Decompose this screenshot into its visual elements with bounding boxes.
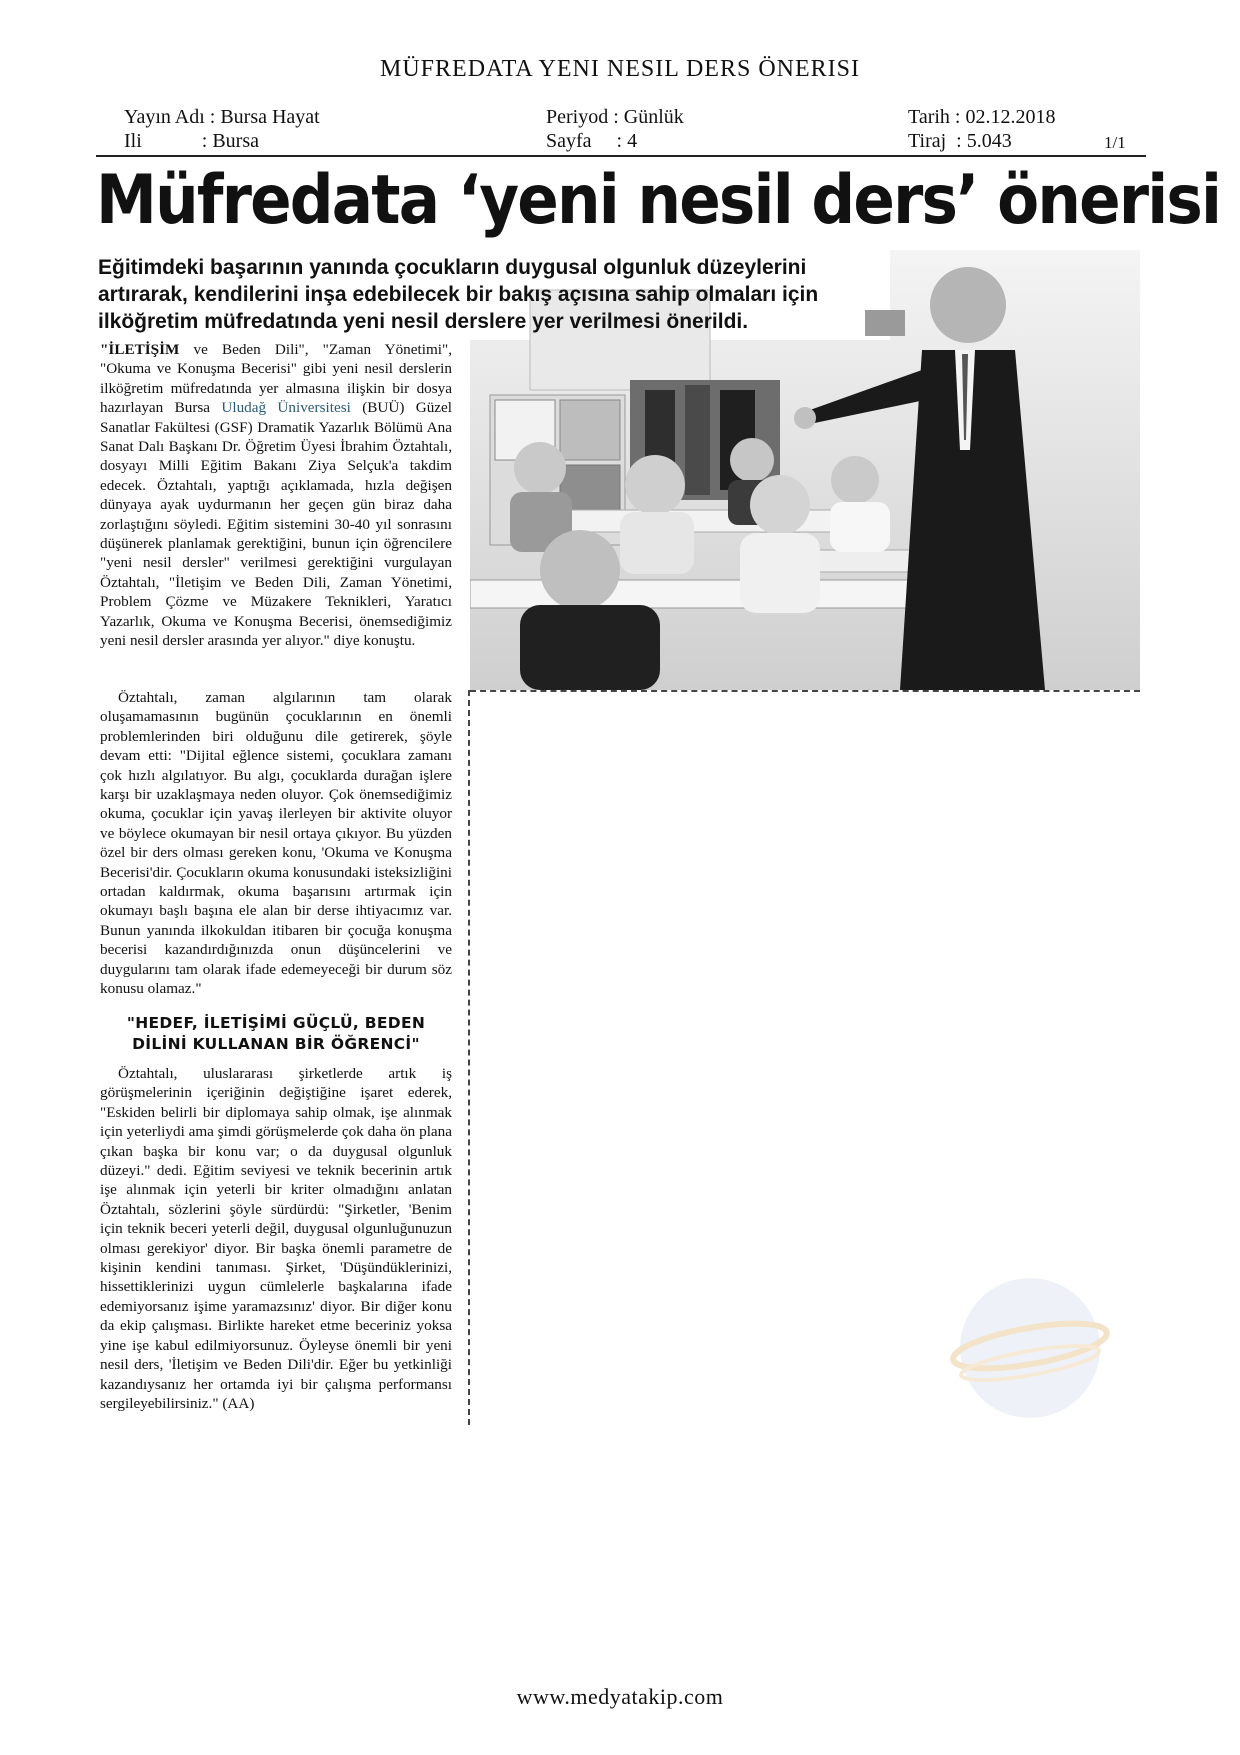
paragraph-1-text-a: ve Beden Dili", "Zaman Yönetimi", "Okuma ve Konuşma Becerisi" gibi yeni nesil derslerin ilköğretim müfredatında yer almasına ilişkin bir dosya hazırlayan Bursa (100, 341, 452, 417)
publication-page: Sayfa : 4 (546, 130, 638, 152)
footer-url: www.medyatakip.com (516, 1684, 724, 1709)
article-column-part1 (100, 340, 452, 651)
paragraph-1-lead-word: "İLETİŞİM (100, 341, 180, 358)
publication-period: Periyod : Günlük (546, 106, 684, 128)
paragraph-3: Öztahtalı, uluslararası şirketlerde artık iş görüşmelerinin içeriğinin değiştiğine işaret ederek, "Eskiden belirli bir diplomaya sahip olmak, işe alınmak için yeterliydi ama şimdi görüşmelerde çok daha ön plana çıkan başka bir konu var; o da duygusal olgunluk düzeyi." dedi. Eğitim seviyesi ve teknik becerinin artık işe alınmak için yeterli bir kriter olmadığını anlatan Öztahtalı, sözlerini şöyle sürdürdü: "Şirketler, 'Benim için teknik beceri yeterli değil, duygusal olgunluğunuzun olması gerekiyor' diyor. Bir başka önemli parametre de kişinin kendini tanıması. Şirket, 'Düşündüklerinizi, hissettiklerinizi uygun cümlelerle başkalarına ifade edemiyorsanız işime yaramazsınız' diyor. Bir diğer konu da ekip çalışması. Birlikte hareket etme beceriniz yoksa yine işe kabul edilmiyorsunuz. Öyleyse önemli bir yeni nesil ders, 'İletişim ve Beden Dili'dir. Eğer bu yetkinliği kazandıysanız her ortamda iyi bir çalışma performansı sergileyebilirsiniz." (AA) (100, 1065, 452, 1412)
paragraph-1-text-b: (BUÜ) Güzel Sanatlar Fakültesi (GSF) Dramatik Yazarlık Bölümü Ana Sanat Dalı Başkanı Dr. Öğretim Üyesi İbrahim Öztahtalı, dosyayı Milli Eğitim Bakanı Ziya Selçuk'a takdim edecek. Öztahtalı, yaptığı açıklamada, hızla değişen dünyaya ayak uydurmanın her geçen gün biraz daha zorlaştığını söyledi. Eğitim sistemini 30-40 yıl sonrasını düşünerek planlamak gerektiğini, bunun için öğrencilere "yeni nesil dersler" verilmesi gerektiğini vurgulayan Öztahtalı, "İletişim ve Beden Dili, Zaman Yönetimi, Problem Çözme ve Müzakere Teknikleri, Yaratıcı Yazarlık, Okuma ve Konuşma Becerisi, önemsediğimiz yeni nesil dersler arasında yer alıyor." diye konuştu. (100, 399, 452, 650)
column-divider (468, 690, 470, 1425)
publication-circulation: Tiraj : 5.043 (908, 130, 1012, 152)
article-subheading: "HEDEF, İLETİŞİMİ GÜÇLÜ, BEDEN DİLİNİ KULLANAN BİR ÖĞRENCİ" (126, 1014, 426, 1053)
meta-right (908, 105, 1055, 153)
paragraph-1 (100, 340, 452, 651)
meta-left (124, 105, 320, 153)
photo-divider (470, 690, 1140, 692)
meta-middle (546, 105, 684, 153)
page-title: MÜFREDATA YENI NESIL DERS ÖNERISI (380, 56, 860, 82)
header-divider (96, 155, 1146, 157)
university-highlight: Uludağ Üniversitesi (221, 399, 351, 417)
article-column-part2 (100, 688, 452, 999)
publication-name: Yayın Adı : Bursa Hayat (124, 106, 320, 128)
publication-city: Ili : Bursa (124, 130, 259, 152)
globe-watermark-icon (950, 1268, 1110, 1428)
publication-date: Tarih : 02.12.2018 (908, 106, 1056, 128)
article-headline: Müfredata ‘yeni nesil ders’ önerisi (96, 161, 1221, 240)
page-count: 1/1 (1104, 133, 1126, 152)
article-column-part3 (100, 1064, 452, 1413)
article-lead: Eğitimdeki başarının yanında çocukların duygusal olgunluk düzeylerini artırarak, kendilerini inşa edebilecek bir bakış açısına sahip olmaları için ilköğretim müfredatında yeni nesil derslere yer verilmesi önerildi. (98, 256, 819, 333)
paragraph-2: Öztahtalı, zaman algılarının tam olarak oluşamamasının bugünün çocuklarının en önemli problemlerinden biri olduğunu dile getirerek, şöyle devam etti: "Dijital eğlence sistemi, çocuklara zamanı çok hızlı algılatıyor. Bu algı, çocuklarda durağan işlere karşı bir uzaklaşmaya neden oluyor. Çok önemsediğimiz okuma, çocuklar için yavaş ilerleyen bir aktivite oluyor ve böylece okumayan bir nesil ortaya çıkıyor. Bu yüzden özel bir ders olması gereken konu, 'Okuma ve Konuşma Becerisi'dir. Çocukların okuma konusundaki isteksizliğini ortadan kaldırmak, okuma başarısını artırmak için okumayı başlı başına ele alan bir derse ihtiyacımız var. Bunun yanında ilkokuldan itibaren bir çocuğa konuşma becerisi kazandırdığınızda onun düşüncelerini ve duygularını tam olarak ifade edemeyeceği bir durum söz konusu olamaz." (100, 689, 452, 998)
